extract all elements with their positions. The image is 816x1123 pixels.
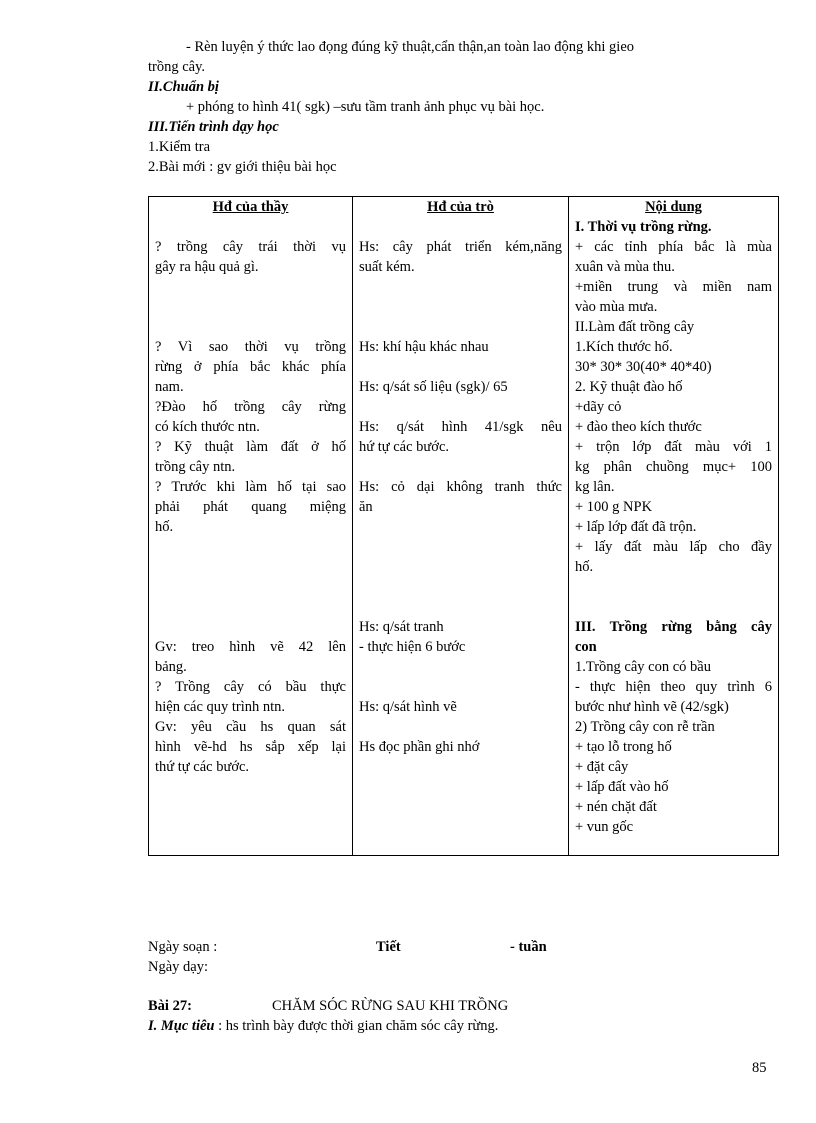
- student-line: [359, 517, 562, 537]
- objective-text: : hs trình bày được thời gian chăm sóc cây rừng.: [214, 1018, 499, 1034]
- teacher-line: ? trồng cây trái thời vụ: [155, 239, 346, 255]
- teacher-line: [155, 577, 346, 597]
- content-line: vào mùa mưa.: [575, 299, 658, 315]
- content-line: 1.Kích thước hố.: [575, 339, 673, 355]
- teacher-line: ? Vì sao thời vụ trồng: [155, 339, 346, 355]
- student-activity-column: [353, 197, 569, 856]
- student-line: [359, 557, 562, 577]
- content-line: 2. Kỹ thuật đào hố: [575, 379, 683, 395]
- content-line: kg lân.: [575, 479, 615, 495]
- content-line: + nén chặt đất: [575, 799, 657, 815]
- student-line: - thực hiện 6 bước: [359, 639, 466, 655]
- student-line: [359, 317, 562, 337]
- student-line: [359, 657, 562, 677]
- teacher-line: [155, 557, 346, 577]
- student-line: [359, 277, 562, 297]
- teacher-line: trồng cây ntn.: [155, 459, 236, 475]
- teacher-line: rừng ở phía bắc khác phía: [155, 359, 346, 375]
- teacher-line: hiện các quy trình ntn.: [155, 699, 286, 715]
- student-line: hứ tự các bước.: [359, 439, 450, 455]
- section-process-title: III.Tiến trình dạy học: [148, 119, 279, 135]
- teacher-line: [155, 537, 346, 557]
- content-line: kg phân chuồng mục+ 100: [575, 459, 772, 475]
- student-line: Hs: q/sát hình 41/sgk nêu: [359, 419, 562, 435]
- student-line: [359, 677, 562, 697]
- content-line: + lấp lớp đất đã trộn.: [575, 519, 697, 535]
- teacher-line: Gv: treo hình vẽ 42 lên: [155, 639, 346, 655]
- teacher-line: gây ra hậu quả gì.: [155, 259, 259, 275]
- student-line: Hs: q/sát hình vẽ: [359, 699, 457, 715]
- content-line: 2) Trồng cây con rễ trần: [575, 719, 715, 735]
- teacher-line: ? Kỹ thuật làm đất ở hố: [155, 439, 346, 455]
- header-teacher: Hđ của thầy: [212, 199, 289, 215]
- header-student: Hđ của trò: [427, 199, 494, 215]
- content-line: +dãy cỏ: [575, 399, 622, 415]
- content-line: + vun gốc: [575, 819, 634, 835]
- student-line: Hs: q/sát tranh: [359, 619, 444, 635]
- top-line-1: - Rèn luyện ý thức lao đọng đúng kỹ thuật,cẩn thận,an toàn lao động khi gieo: [186, 39, 634, 55]
- student-line: [359, 297, 562, 317]
- teacher-line: [155, 217, 346, 237]
- student-line: [359, 577, 562, 597]
- content-column: [569, 197, 779, 856]
- teacher-lines: [155, 217, 346, 777]
- student-line: [359, 217, 562, 237]
- content-heading: con: [575, 639, 597, 655]
- teacher-line: có kích thước ntn.: [155, 419, 260, 435]
- student-line: Hs: cỏ dại không tranh thức: [359, 479, 562, 495]
- content-line: + đặt cây: [575, 759, 629, 775]
- content-line: 1.Trồng cây con có bầu: [575, 659, 711, 675]
- student-line: Hs đọc phần ghi nhớ: [359, 739, 480, 755]
- content-heading: I. Thời vụ trồng rừng.: [575, 219, 712, 235]
- teacher-line: [155, 297, 346, 317]
- student-line: suất kém.: [359, 259, 415, 275]
- teacher-line: [155, 597, 346, 617]
- objective-label: I. Mục tiêu: [148, 1018, 215, 1034]
- student-lines: [359, 217, 562, 757]
- content-line: + 100 g NPK: [575, 499, 653, 515]
- week-label: - tuần: [510, 939, 547, 955]
- student-line: Hs: q/sát số liệu (sgk)/ 65: [359, 379, 508, 395]
- content-line: +miền trung và miền nam: [575, 279, 772, 295]
- teacher-line: ? Trồng cây có bầu thực: [155, 679, 346, 695]
- teacher-line: bảng.: [155, 659, 187, 675]
- step-check: 1.Kiểm tra: [148, 139, 211, 155]
- header-content: Nội dung: [645, 199, 702, 215]
- student-line: [359, 537, 562, 557]
- period-label: Tiết: [376, 939, 401, 955]
- teacher-line: nam.: [155, 379, 184, 395]
- content-line: bước như hình vẽ (42/sgk): [575, 699, 729, 715]
- date-taught-label: Ngày dạy:: [148, 959, 208, 975]
- objective-line: [148, 1016, 498, 1036]
- lesson-title: CHĂM SÓC RỪNG SAU KHI TRỒNG: [272, 998, 509, 1014]
- student-line: Hs: cây phát triển kém,năng: [359, 239, 562, 255]
- teacher-line: thứ tự các bước.: [155, 759, 250, 775]
- student-line: [359, 357, 562, 377]
- content-line: - thực hiện theo quy trình 6: [575, 679, 772, 695]
- content-line: xuân và mùa thu.: [575, 259, 675, 275]
- teacher-line: hố.: [155, 519, 174, 535]
- student-line: [359, 397, 562, 417]
- student-line: Hs: khí hậu khác nhau: [359, 339, 489, 355]
- content-line: [575, 577, 772, 597]
- content-lines: [575, 217, 772, 837]
- student-line: ăn: [359, 499, 373, 515]
- teacher-activity-column: [149, 197, 353, 856]
- content-line: + lấp đất vào hố: [575, 779, 669, 795]
- preparation-item: + phóng to hình 41( sgk) –sưu tầm tranh ảnh phục vụ bài học.: [186, 99, 545, 115]
- content-line: [575, 597, 772, 617]
- lesson-number: Bài 27:: [148, 998, 192, 1014]
- content-line: + đào theo kích thước: [575, 419, 702, 435]
- content-line: + lấy đất màu lấp cho đầy: [575, 539, 772, 555]
- teacher-line: [155, 317, 346, 337]
- content-line: + trộn lớp đất màu với 1: [575, 439, 772, 455]
- content-line: hố.: [575, 559, 594, 575]
- teacher-line: ?Đào hố trồng cây rừng: [155, 399, 346, 415]
- teacher-line: [155, 617, 346, 637]
- top-line-2: trồng cây.: [148, 59, 206, 75]
- content-line: + tạo lỗ trong hố: [575, 739, 672, 755]
- content-line: + các tỉnh phía bắc là mùa: [575, 239, 772, 255]
- teacher-line: phải phát quang miệng: [155, 499, 346, 515]
- teacher-line: hình vẽ-hd hs sắp xếp lại: [155, 739, 346, 755]
- date-prepared-label: Ngày soạn :: [148, 939, 218, 955]
- content-line: II.Làm đất trồng cây: [575, 319, 695, 335]
- content-line: 30* 30* 30(40* 40*40): [575, 359, 712, 375]
- teacher-line: [155, 277, 346, 297]
- student-line: [359, 597, 562, 617]
- student-line: [359, 717, 562, 737]
- page-number: 85: [752, 1060, 767, 1076]
- teacher-line: Gv: yêu cầu hs quan sát: [155, 719, 346, 735]
- content-heading: III. Trồng rừng bằng cây: [575, 619, 772, 635]
- step-new-lesson: 2.Bài mới : gv giới thiệu bài học: [148, 159, 337, 175]
- lesson-table: [148, 196, 779, 856]
- teacher-line: ? Trước khi làm hố tại sao: [155, 479, 346, 495]
- section-preparation-title: II.Chuẩn bị: [148, 79, 219, 95]
- student-line: [359, 457, 562, 477]
